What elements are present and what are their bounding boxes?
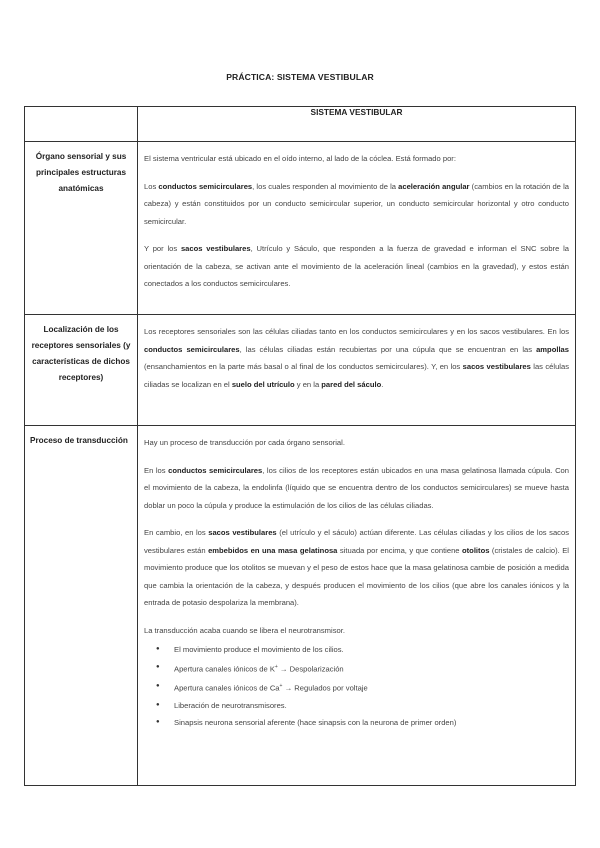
paragraph: Los receptores sensoriales son las células ciliadas tanto en los conductos semicirculares y en los sacos vestibulares. En los conductos semicirculares, las células ciliadas están recubiertas por una cúpula que se encuentran en las ampollas (ensanchamientos en la parte más basal o al final de los conductos semicirculares). Y, en los sacos vestibulares las células ciliadas se localizan en el suelo del utrículo y en la pared del sáculo. — [144, 327, 569, 389]
paragraph: Y por los sacos vestibulares, Utrículo y Sáculo, que responden a la fuerza de gravedad e informan el SNC sobre la orientación de la cabeza, se activan ante el movimiento de la aceleración lineal (cambios en la gravedad), y estos están conectados a los conductos semicirculares. — [144, 244, 569, 288]
row-label: Órgano sensorial y sus principales estructuras anatómicas — [35, 152, 127, 193]
paragraph: El sistema ventricular está ubicado en el oído interno, al lado de la cóclea. Está formado por: — [144, 154, 456, 163]
paragraph: La transducción acaba cuando se libera el neurotransmisor. — [144, 625, 345, 635]
table-header-row — [25, 107, 576, 142]
paragraph: Los conductos semicirculares, los cuales responden al movimiento de la aceleración angular (cambios en la rotación de la cabeza) y están constituidos por un conducto semicircular superior, un conducto semicircular horizontal y otro conducto semicircular. — [144, 181, 569, 226]
list-item: ● Sinapsis neurona sensorial aferente (hace sinapsis con la neurona de primer orden) — [174, 714, 569, 732]
row-label-cell — [25, 426, 138, 786]
content-table — [24, 106, 576, 786]
header-cell: SISTEMA VESTIBULAR — [138, 107, 576, 142]
row-content-cell — [138, 142, 576, 315]
row-content-cell — [138, 315, 576, 426]
paragraph: En cambio, en los sacos vestibulares (el utrículo y el sáculo) actúan diferente. Las células ciliadas y los cilios de los sacos vestibulares están embebidos en una masa gelatinosa situada por encima, y que contiene otolitos (cristales de calcio). El movimiento produce que los otolitos se muevan y el peso de estos hace que la masa gelatinosa cambie de posición a medida que cambia la orientación de la cabeza, y después producen el movimiento de los cilios (que abre los canales iónicos y la entrada de potasio despolariza la membrana). — [144, 528, 569, 607]
row-label-cell — [25, 315, 138, 426]
list-item: ● Apertura canales iónicos de K+ → Despolarización — [174, 659, 569, 678]
row-label: Localización de los receptores sensoriales (y características de dichos receptores) — [31, 325, 131, 382]
table-row — [25, 142, 576, 315]
paragraph: Hay un proceso de transducción por cada órgano sensorial. — [144, 438, 345, 447]
list-item: ● Apertura canales iónicos de Ca+ → Regulados por voltaje — [174, 678, 569, 697]
page-title: PRÁCTICA: SISTEMA VESTIBULAR — [226, 72, 374, 82]
row-content-cell — [138, 426, 576, 786]
table-row — [25, 315, 576, 426]
row-label-cell — [25, 142, 138, 315]
row-label: Proceso de transducción — [30, 436, 128, 445]
header-empty-cell — [25, 107, 138, 142]
list-item: ● Liberación de neurotransmisores. — [174, 697, 569, 715]
bullet-list — [144, 641, 569, 732]
table-row — [25, 426, 576, 786]
list-item: ● El movimiento produce el movimiento de los cilios. — [174, 641, 569, 659]
paragraph: En los conductos semicirculares, los cilios de los receptores están ubicados en una masa gelatinosa llamada cúpula. Con el movimiento de la cabeza, la endolinfa (líquido que se encuentra dentro de los conductos semicirculares) se mueve hasta doblar un poco la cúpula y produce la estimulación de los cilios de las células ciliadas. — [144, 465, 569, 510]
